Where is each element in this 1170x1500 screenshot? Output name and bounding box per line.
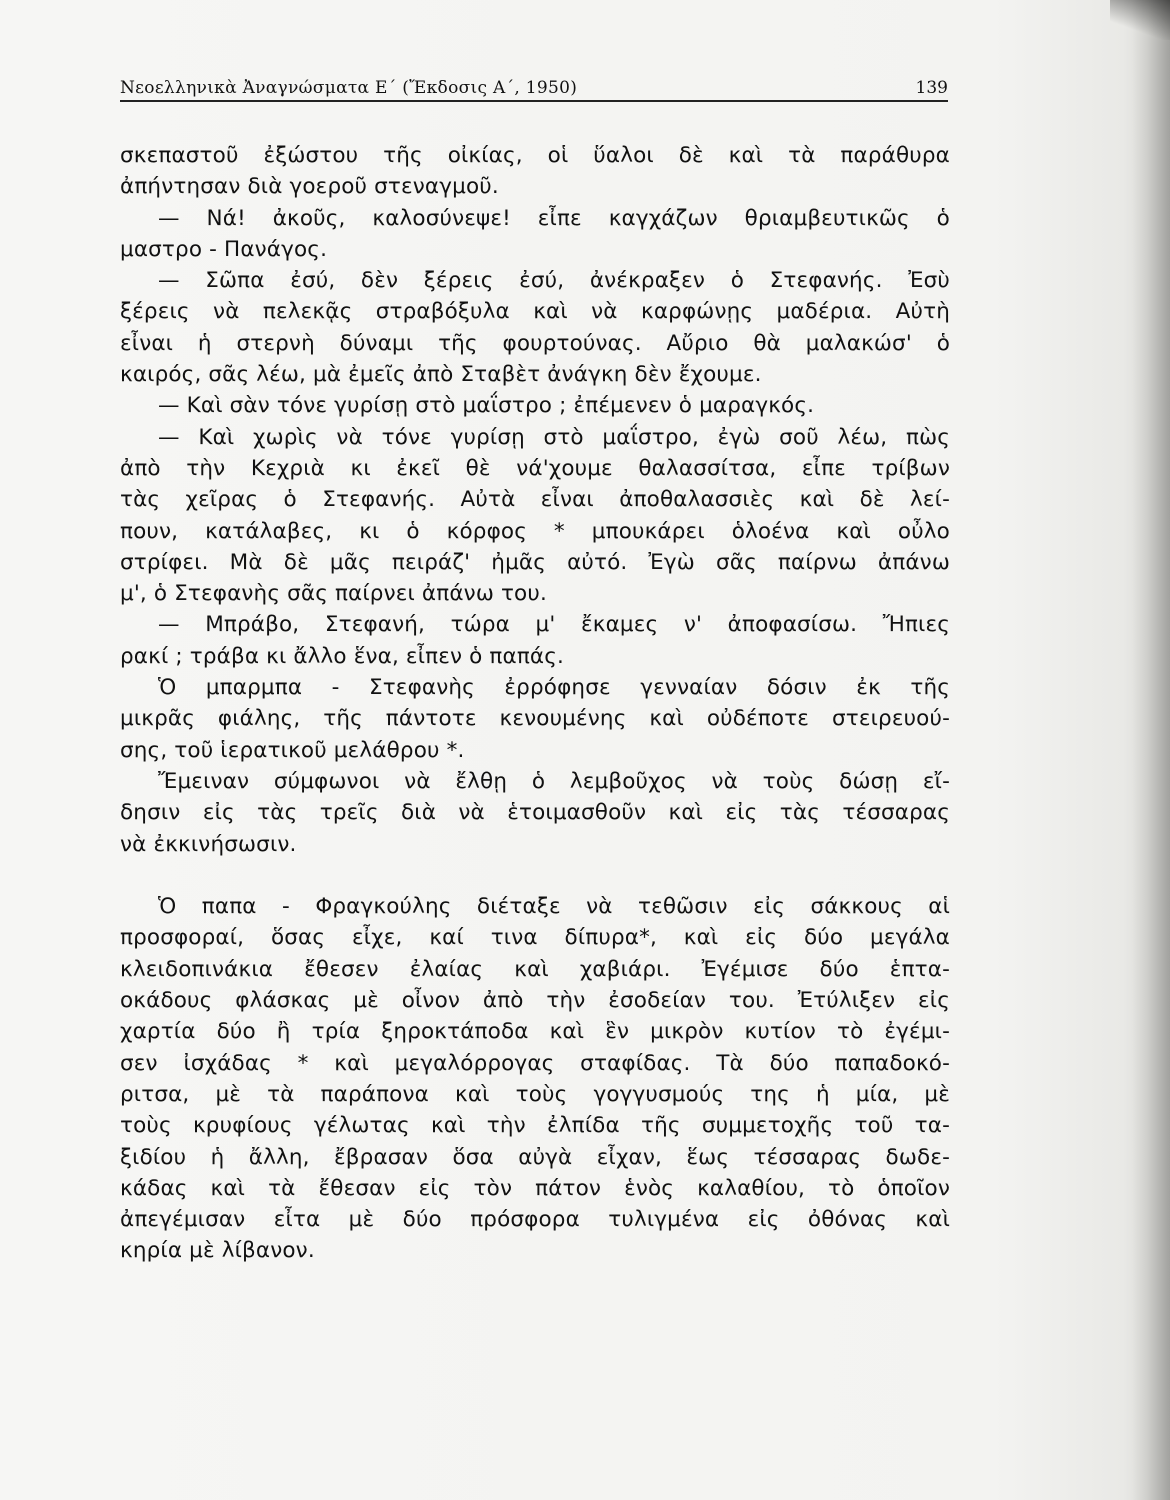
paragraph-1-line: ἀπήντησαν διὰ γοεροῦ στεναγμοῦ.	[120, 174, 499, 200]
paragraph-dialogue	[120, 140, 950, 860]
paragraph-1-line: καιρός, σᾶς λέω, μὰ ἐμεῖς ἀπὸ Σταβὲτ ἀνάγκη δὲν ἔχουμε.	[120, 362, 762, 388]
paragraph-2-line: Ὁ παπα - Φραγκούλης διέταξε νὰ τεθῶσιν εἰς σάκκους αἱ	[158, 894, 950, 920]
paragraph-1-line: στρίφει. Μὰ δὲ μᾶς πειράζ' ἠμᾶς αὐτό. Ἐγὼ σᾶς παίρνω ἀπάνω	[120, 549, 950, 575]
paragraph-2-line: σεν ἰσχάδας * καὶ μεγαλόρρογας σταφίδας. Τὰ δύο παπαδοκό-	[120, 1050, 950, 1076]
page-edge-shadow	[1132, 0, 1170, 1500]
running-header-title: Νεοελληνικὰ Ἀναγνώσματα Ε΄ (Ἔκδοσις Α΄, 1950)	[120, 78, 578, 98]
paragraph-1-line: δησιν εἰς τὰς τρεῖς διὰ νὰ ἑτοιμασθοῦν καὶ εἰς τὰς τέσσαρας	[120, 800, 950, 826]
paragraph-2-line: ξιδίου ἡ ἄλλη, ἔβρασαν ὅσα αὐγὰ εἶχαν, ἕως τέσσαρας δωδε-	[120, 1144, 950, 1170]
paragraph-1-line: εἶναι ἡ στερνὴ δύναμι τῆς φουρτούνας. Αὔριο θὰ μαλακώσ' ὁ	[120, 330, 950, 356]
paragraph-2-line: ἀπεγέμισαν εἶτα μὲ δύο πρόσφορα τυλιγμένα εἰς ὀθόνας καὶ	[120, 1207, 950, 1233]
page-number: 139	[915, 78, 948, 98]
body-text	[120, 140, 950, 1267]
paragraph-1-line: — Καὶ σὰν τόνε γυρίσῃ στὸ μαΐστρο ; ἐπέμενεν ὁ μαραγκός.	[158, 393, 815, 419]
paragraph-1-line: — Νά! ἀκοῦς, καλοσύνεψε! εἶπε καγχάζων θριαμβευτικῶς ὁ	[158, 205, 950, 231]
paragraph-1-line: ρακί ; τράβα κι ἄλλο ἕνα, εἶπεν ὁ παπάς.	[120, 643, 565, 669]
paragraph-2-line: κηρία μὲ λίβανον.	[120, 1238, 315, 1264]
paragraph-2-line: ριτσα, μὲ τὰ παράπονα καὶ τοὺς γογγυσμούς της ἡ μία, μὲ	[120, 1081, 950, 1107]
section-gap	[120, 860, 950, 891]
paragraph-1-line: ξέρεις νὰ πελεκᾷς στραβόξυλα καὶ νὰ καρφώνῃς μαδέρια. Αὐτὴ	[120, 299, 950, 325]
paragraph-1-line: πουν, κατάλαβες, κι ὁ κόρφος * μπουκάρει ὁλοένα καὶ οὖλο	[120, 518, 950, 544]
paragraph-1-line: τὰς χεῖρας ὁ Στεφανής. Αὐτὰ εἶναι ἀποθαλασσιὲς καὶ δὲ λεί-	[120, 487, 950, 513]
paragraph-2-line: κάδας καὶ τὰ ἔθεσαν εἰς τὸν πάτον ἑνὸς καλαθίου, τὸ ὁποῖον	[120, 1175, 950, 1201]
paragraph-1-line: μικρᾶς φιάλης, τῆς πάντοτε κενουμένης καὶ οὐδέποτε στειρευού-	[120, 706, 950, 732]
paragraph-1-line: μ', ὁ Στεφανὴς σᾶς παίρνει ἀπάνω του.	[120, 581, 547, 607]
paragraph-1-line: ἀπὸ τὴν Κεχριὰ κι ἐκεῖ θὲ νά'χουμε θαλασσίτσα, εἶπε τρίβων	[120, 455, 950, 481]
paragraph-preparations	[120, 891, 950, 1267]
paragraph-1-line: σκεπαστοῦ ἐξώστου τῆς οἰκίας, οἱ ὕαλοι δὲ καὶ τὰ παράθυρα	[120, 143, 950, 168]
paragraph-1-line: — Καὶ χωρὶς νὰ τόνε γυρίσῃ στὸ μαΐστρο, ἐγὼ σοῦ λέω, πὼς	[158, 424, 950, 450]
paragraph-2-line: τοὺς κρυφίους γέλωτας καὶ τὴν ἐλπίδα τῆς συμμετοχῆς τοῦ τα-	[120, 1113, 950, 1139]
paragraph-1-line: σης, τοῦ ἱερατικοῦ μελάθρου *.	[120, 737, 465, 763]
paragraph-2-line: χαρτία δύο ἢ τρία ξηροκτάποδα καὶ ἓν μικρὸν κυτίον τὸ ἐγέμι-	[120, 1019, 950, 1045]
running-header	[120, 78, 948, 102]
paragraph-1-line: Ὁ μπαρμπα - Στεφανὴς ἐρρόφησε γενναίαν δόσιν ἐκ τῆς	[158, 675, 950, 701]
paragraph-1-line: — Μπράβο, Στεφανή, τώρα μ' ἔκαμες ν' ἀποφασίσω. Ἤπιες	[158, 612, 950, 638]
paragraph-1-line: — Σῶπα ἐσύ, δὲν ξέρεις ἐσύ, ἀνέκραξεν ὁ Στεφανής. Ἐσὺ	[158, 268, 950, 294]
paragraph-2-line: προσφοραί, ὅσας εἶχε, καί τινα δίπυρα*, καὶ εἰς δύο μεγάλα	[120, 925, 950, 951]
paragraph-1-line: νὰ ἐκκινήσωσιν.	[120, 831, 297, 857]
paragraph-1-line: μαστρο - Πανάγος.	[120, 236, 328, 262]
paragraph-2-line: οκάδους φλάσκας μὲ οἶνον ἀπὸ τὴν ἐσοδείαν του. Ἐτύλιξεν εἰς	[120, 988, 950, 1014]
page-corner-shadow	[1110, 0, 1170, 40]
paragraph-1-line: Ἔμειναν σύμφωνοι νὰ ἔλθῃ ὁ λεμβοῦχος νὰ τοὺς δώσῃ εἴ-	[158, 768, 950, 794]
header-rule	[120, 100, 948, 102]
paragraph-2-line: κλειδοπινάκια ἔθεσεν ἐλαίας καὶ χαβιάρι. Ἐγέμισε δύο ἑπτα-	[120, 956, 950, 982]
